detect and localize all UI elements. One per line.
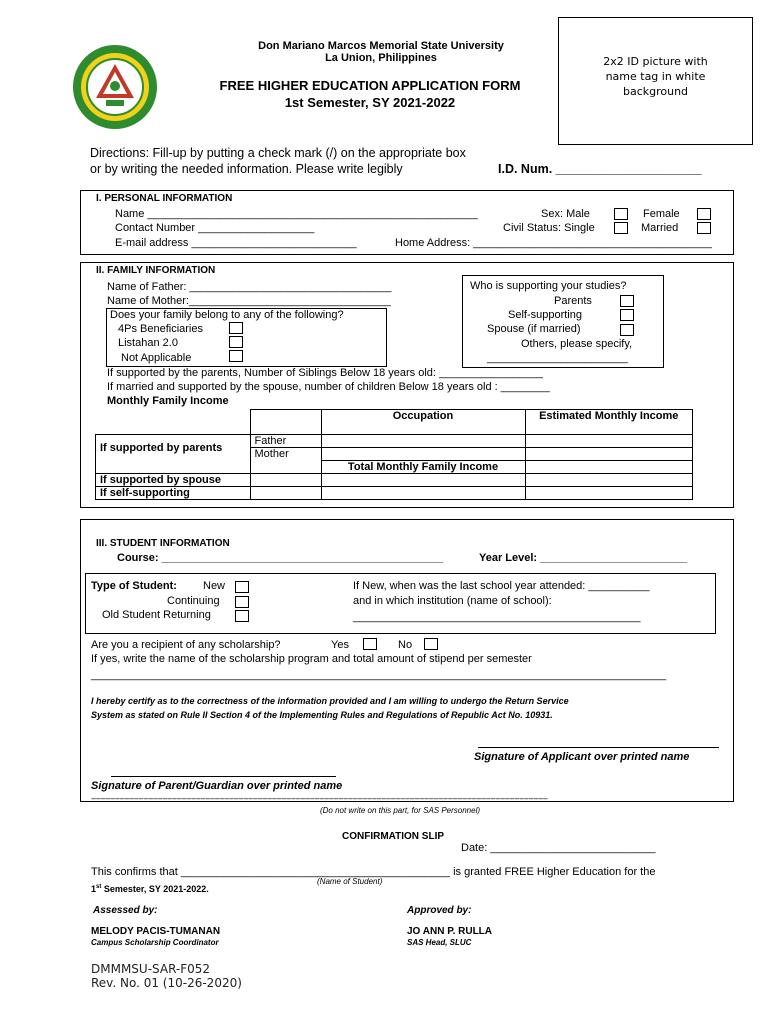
belong-question: Does your family belong to any of the following?	[110, 309, 344, 321]
home-address-field[interactable]: Home Address: _______________________________________	[395, 237, 712, 249]
assessed-by-label: Assessed by:	[93, 905, 158, 916]
name-of-student-caption: (Name of Student)	[317, 877, 383, 886]
directions-line-1: Directions: Fill-up by putting a check mark (/) on the appropriate box	[90, 146, 466, 160]
self-supporting-label: Self-supporting	[508, 309, 582, 321]
col-occupation: Occupation	[321, 410, 525, 435]
revision-number: Rev. No. 01 (10-26-2020)	[91, 976, 242, 990]
no-label: No	[398, 639, 413, 651]
father-income-cell[interactable]	[525, 435, 693, 448]
others-specify-field[interactable]: _______________________	[487, 352, 628, 364]
form-code: DMMMSU-SAR-F052	[91, 962, 211, 976]
children-field[interactable]: If married and supported by the spouse, number of children Below 18 years old : ________	[107, 381, 550, 393]
income-table-blank	[96, 410, 251, 435]
not-applicable-checkbox[interactable]	[229, 350, 243, 362]
spouse-checkbox[interactable]	[620, 324, 634, 336]
university-name: Don Mariano Marcos Memorial State University	[258, 40, 504, 52]
income-table	[95, 409, 693, 500]
others-label: Others, please specify,	[521, 338, 633, 350]
university-seal-logo	[72, 44, 158, 130]
self-income-cell[interactable]	[525, 487, 693, 500]
4ps-label: 4Ps Beneficiaries	[118, 323, 203, 335]
email-field[interactable]: E-mail address ___________________________	[115, 237, 357, 249]
photo-box-line-3: background	[622, 85, 689, 98]
assessor-role: Campus Scholarship Coordinator	[91, 938, 219, 947]
col-income: Estimated Monthly Income	[525, 410, 693, 435]
student-heading: III. STUDENT INFORMATION	[96, 538, 230, 549]
type-of-student-label: Type of Student:	[91, 580, 177, 592]
father-occupation-cell[interactable]	[321, 435, 525, 448]
institution-field[interactable]: _______________________________________________	[353, 611, 641, 623]
photo-box-line-1: 2x2 ID picture with	[603, 55, 708, 68]
spouse-label: Spouse (if married)	[487, 323, 581, 335]
new-checkbox[interactable]	[235, 581, 249, 593]
confirmation-statement[interactable]: This confirms that ____________________________________________ is granted FREE Higher Education for the	[91, 866, 656, 878]
approver-role: SAS Head, SLUC	[407, 938, 472, 947]
yes-checkbox[interactable]	[363, 638, 377, 650]
continuing-label: Continuing	[167, 595, 220, 607]
old-student-checkbox[interactable]	[235, 610, 249, 622]
semester-text: Semester, SY 2021-2022.	[101, 884, 209, 894]
parents-checkbox[interactable]	[620, 295, 634, 307]
assessor-name: MELODY PACIS-TUMANAN	[91, 926, 221, 937]
old-student-label: Old Student Returning	[102, 609, 211, 621]
income-table-blank-2	[250, 410, 321, 435]
photo-box-line-2: name tag in white	[605, 70, 706, 83]
row-total-blank-2	[250, 461, 321, 474]
course-field[interactable]: Course: ______________________________________________	[117, 552, 444, 564]
date-field[interactable]: Date: ___________________________	[461, 842, 656, 854]
semester-number: 1	[91, 884, 97, 894]
female-checkbox[interactable]	[697, 208, 711, 220]
spouse-income-cell[interactable]	[525, 474, 693, 487]
row-mother-label: Mother	[250, 448, 321, 461]
new-label: New	[203, 580, 226, 592]
married-checkbox[interactable]	[697, 222, 711, 234]
self-occupation-cell[interactable]	[321, 487, 525, 500]
spouse-occupation-cell[interactable]	[321, 474, 525, 487]
father-name-field[interactable]: Name of Father: _________________________________	[107, 281, 392, 293]
single-checkbox[interactable]	[614, 222, 628, 234]
mother-name-field[interactable]: Name of Mother:_________________________________	[107, 295, 391, 307]
certification-line-1: I hereby certify as to the correctness of the information provided and I am willing to undergo the Return Service	[91, 696, 569, 706]
mother-income-cell[interactable]	[525, 448, 693, 461]
married-label: Married	[641, 222, 679, 234]
4ps-checkbox[interactable]	[229, 322, 243, 334]
mother-occupation-cell[interactable]	[321, 448, 525, 461]
continuing-checkbox[interactable]	[235, 596, 249, 608]
row-self-label: If self-supporting	[96, 487, 251, 500]
applicant-signature-line[interactable]	[478, 747, 719, 748]
support-question: Who is supporting your studies?	[470, 280, 627, 292]
parent-signature-line[interactable]	[111, 776, 336, 777]
parents-label: Parents	[554, 295, 592, 307]
university-location: La Union, Philippines	[325, 52, 437, 64]
not-applicable-label: Not Applicable	[121, 352, 192, 364]
form-title: FREE HIGHER EDUCATION APPLICATION FORM	[219, 78, 521, 93]
no-checkbox[interactable]	[424, 638, 438, 650]
row-father-label: Father	[250, 435, 321, 448]
photo-box[interactable]	[558, 17, 753, 145]
yes-label: Yes	[331, 639, 349, 651]
photo-box-text	[559, 54, 752, 99]
total-income-cell[interactable]	[525, 461, 693, 474]
last-school-year-field[interactable]: If New, when was the last school year attended: __________	[353, 580, 650, 592]
scholarship-question: Are you a recipient of any scholarship?	[91, 639, 281, 651]
row-total-blank	[96, 461, 251, 474]
female-label: Female	[643, 208, 680, 220]
listahan-checkbox[interactable]	[229, 336, 243, 348]
family-heading: II. FAMILY INFORMATION	[96, 265, 216, 276]
confirmation-title: CONFIRMATION SLIP	[341, 831, 445, 842]
institution-label: and in which institution (name of school):	[353, 595, 552, 607]
self-supporting-checkbox[interactable]	[620, 309, 634, 321]
name-field[interactable]: Name ______________________________________________________	[115, 208, 478, 220]
siblings-field[interactable]: If supported by the parents, Number of Siblings Below 18 years old: _________________	[107, 367, 544, 379]
form-semester: 1st Semester, SY 2021-2022	[284, 95, 456, 110]
contact-number-field[interactable]: Contact Number ___________________	[115, 222, 315, 234]
scholarship-instruction: If yes, write the name of the scholarship program and total amount of stipend per semester	[91, 653, 532, 665]
male-checkbox[interactable]	[614, 208, 628, 220]
parent-signature-label: Signature of Parent/Guardian over printed name	[91, 780, 343, 792]
approver-name: JO ANN P. RULLA	[407, 926, 493, 937]
row-total-label: Total Monthly Family Income	[321, 461, 525, 474]
monthly-income-title: Monthly Family Income	[107, 395, 229, 407]
self-blank	[250, 487, 321, 500]
year-level-field[interactable]: Year Level: ________________________	[479, 552, 687, 564]
civil-status-label: Civil Status: Single	[503, 222, 595, 234]
confirmation-semester	[91, 884, 209, 894]
spouse-blank	[250, 474, 321, 487]
directions-line-2: or by writing the needed information. Please write legibly	[90, 162, 403, 176]
certification-line-2: System as stated on Rule II Section 4 of the Implementing Rules and Regulations of Republic Act No. 10931.	[91, 710, 553, 720]
id-number-field[interactable]: I.D. Num. _____________________	[498, 162, 702, 176]
applicant-signature-label: Signature of Applicant over printed name	[474, 751, 690, 763]
listahan-label: Listahan 2.0	[118, 337, 178, 349]
approved-by-label: Approved by:	[407, 905, 472, 916]
row-spouse-label: If supported by spouse	[96, 474, 251, 487]
semester-suffix: st	[96, 884, 102, 890]
row-parents-label: If supported by parents	[96, 435, 251, 461]
sex-label: Sex: Male	[541, 208, 590, 220]
personal-heading: I. PERSONAL INFORMATION	[96, 193, 233, 204]
scholarship-field[interactable]: ______________________________________________________________________________________________	[91, 669, 667, 681]
sas-note: (Do not write on this part, for SAS Personnel)	[319, 806, 481, 815]
separator-line: ================================================================================================	[91, 795, 548, 805]
